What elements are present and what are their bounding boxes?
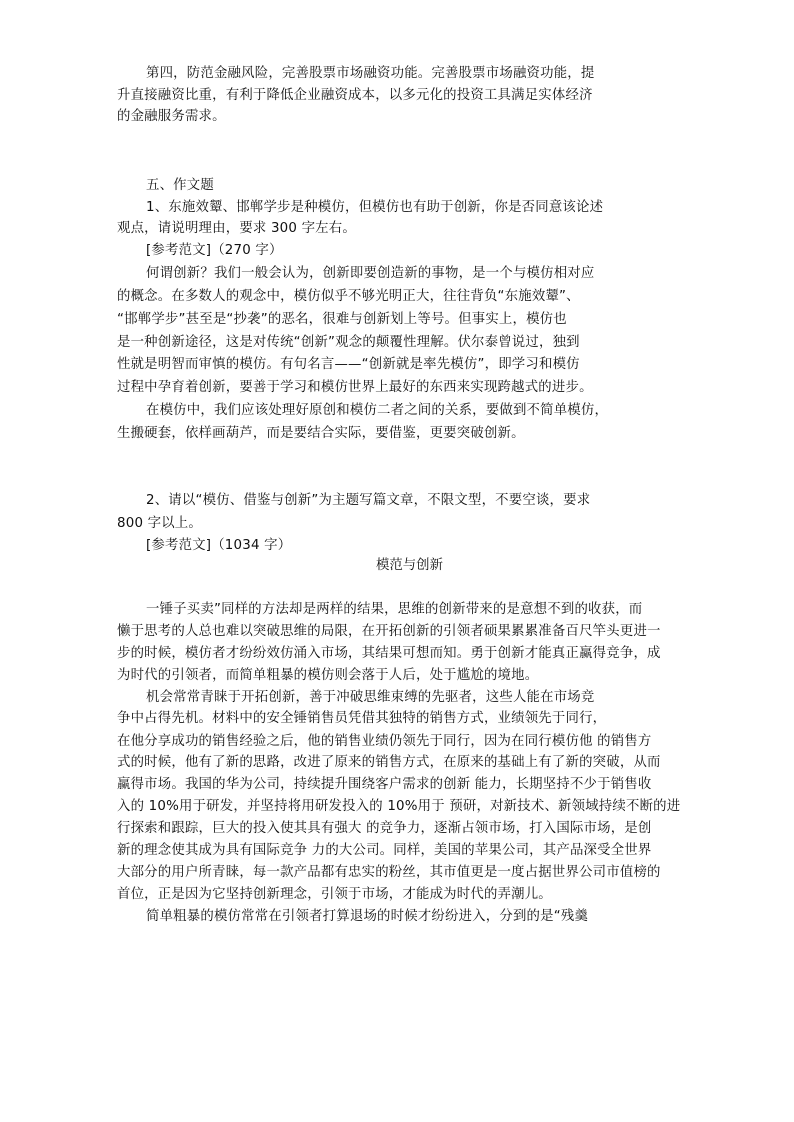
essay-line: 入的 10%用于研发，并坚持将用研发投入的 10%用于 预研，对新技术、新领域持续不断的进 [117,799,681,814]
essay-line: 首位，正是因为它坚持创新理念，引领于市场，才能成为时代的弄潮儿。 [117,887,552,902]
essay-line: “邯郸学步”甚至是“抄袭”的恶名，很难与创新划上等号。但事实上，模仿也 [117,312,567,327]
question-line: 观点，请说明理由，要求 300 字左右。 [117,221,356,236]
essay-line: 性就是明智而审慎的模仿。有句名言——“创新就是率先模仿”，即学习和模仿 [117,357,580,372]
essay-line: 懒于思考的人总也难以突破思维的局限，在开拓创新的引领者硕果累累准备百尺竿头更进一 [117,624,661,639]
reference-label: [参考范文]（270 字） [146,243,283,258]
question-line: 1、东施效颦、邯郸学步是种模仿，但模仿也有助于创新，你是否同意该论述 [146,200,604,215]
paragraph-line: 升直接融资比重，有利于降低企业融资成本，以多元化的投资工具满足实体经济 [117,88,593,103]
essay-line: 式的时候，他有了新的思路，改进了原来的销售方式，在原来的基础上有了新的突破，从而 [117,755,661,770]
essay-line: 的概念。在多数人的观念中，模仿似乎不够光明正大，往往背负“东施效颦”、 [117,289,580,304]
essay-line: 争中占得先机。材料中的安全锤销售员凭借其独特的销售方式，业绩领先于同行， [117,711,607,726]
essay-title: 模范与创新 [376,558,443,573]
question-line: 2、请以“模仿、借鉴与创新”为主题写篇文章，不限文型，不要空谈，要求 [146,493,591,508]
paragraph-line: 第四，防范金融风险，完善股票市场融资功能。完善股票市场融资功能，提 [146,66,595,81]
essay-line: 赢得市场。我国的华为公司，持续提升围绕客户需求的创新 能力，长期坚持不少于销售收 [117,777,652,792]
essay-line: 新的理念使其成为具有国际竞争 力的大公司。同样，美国的苹果公司，其产品深受全世界 [117,843,652,858]
essay-line: 步的时候，模仿者才纷纷效仿涌入市场，其结果可想而知。勇于创新才能真正赢得竞争，成 [117,646,661,661]
essay-line: 大部分的用户所青睐，每一款产品都有忠实的粉丝，其市值更是一度占据世界公司市值榜的 [117,865,661,880]
essay-line: 在他分享成功的销售经验之后，他的销售业绩仍领先于同行，因为在同行模仿他 的销售方 [117,734,652,749]
essay-line: 为时代的引领者，而简单粗暴的模仿则会落于人后，处于尴尬的境地。 [117,668,539,683]
essay-line: 在模仿中，我们应该处理好原创和模仿二者之间的关系，要做到不简单模仿， [146,403,609,418]
essay-line: 生搬硬套，依样画葫芦，而是要结合实际，要借鉴，更要突破创新。 [117,426,525,441]
reference-label: [参考范文]（1034 字） [146,538,292,553]
essay-line: 过程中孕育着创新，要善于学习和模仿世界上最好的东西来实现跨越式的进步。 [117,380,593,395]
essay-line: 简单粗暴的模仿常常在引领者打算退场的时候才纷纷进入，分到的是“残羹 [146,909,589,924]
essay-line: 何谓创新？我们一般会认为，创新即要创造新的事物，是一个与模仿相对应 [146,266,595,281]
essay-line: 行探索和跟踪，巨大的投入使其具有强大 的竞争力，逐渐占领市场，打入国际市场，是创 [117,821,652,836]
question-line: 800 字以上。 [117,516,202,531]
essay-line: 机会常常青睐于开拓创新，善于冲破思维束缚的先驱者，这些人能在市场竞 [146,690,595,705]
section-heading: 五、作文题 [146,178,214,193]
paragraph-line: 的金融服务需求。 [117,109,226,124]
essay-line: 一锤子买卖”同样的方法却是两样的结果，思维的创新带来的是意想不到的收获，而 [146,602,643,617]
essay-line: 是一种创新途径，这是对传统“创新”观念的颠覆性理解。伏尔泰曾说过，独到 [117,335,580,350]
